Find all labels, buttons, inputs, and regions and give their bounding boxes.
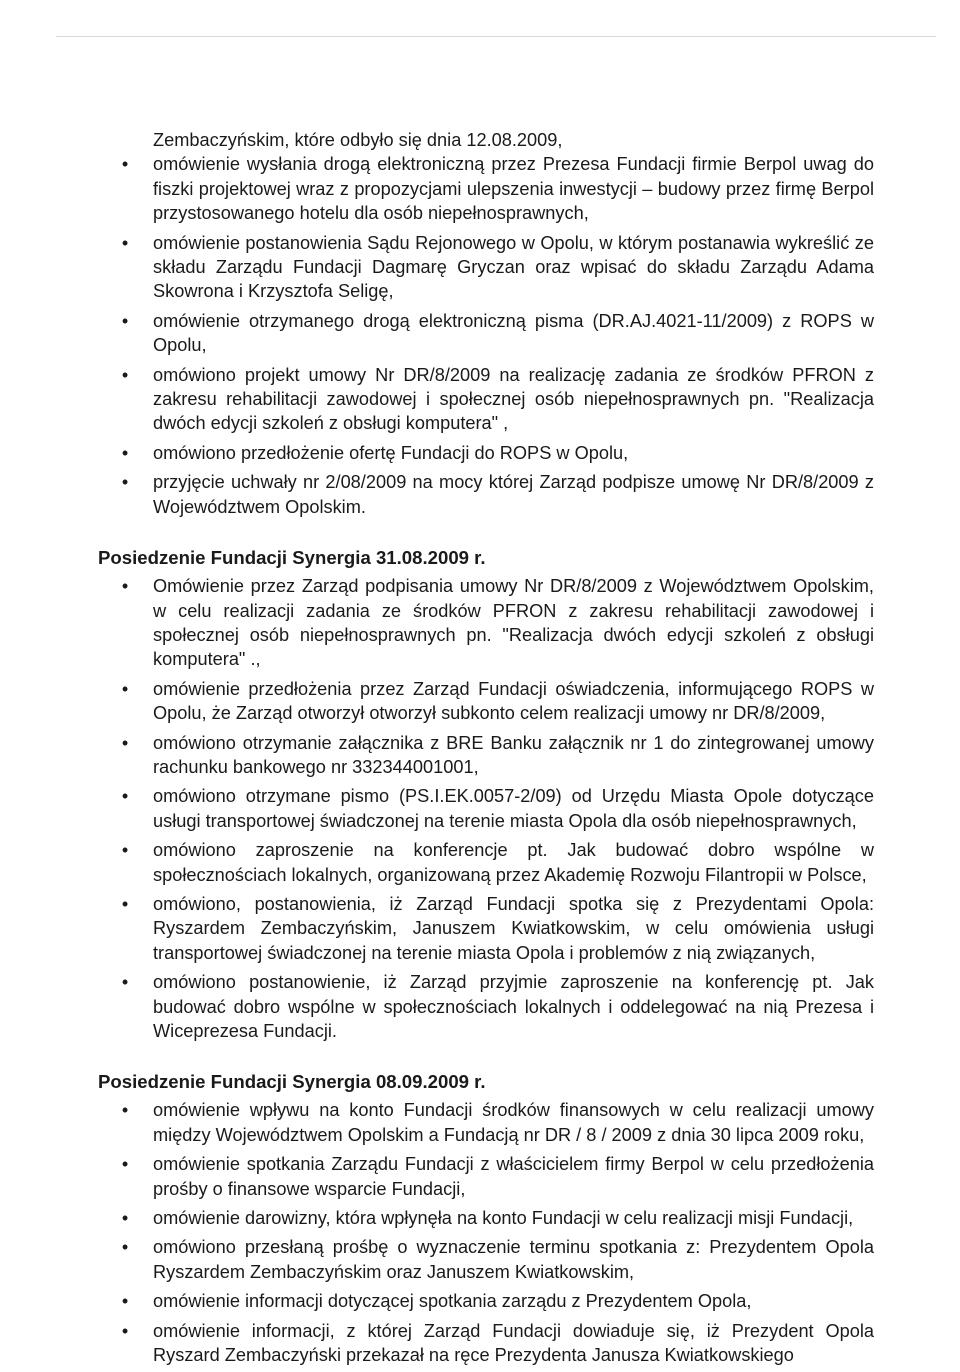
list-item (98, 441, 874, 465)
list-item (98, 1235, 874, 1284)
list-item-text: przyjęcie uchwały nr 2/08/2009 na mocy której Zarząd podpisze umowę Nr DR/8/2009 z Województwem Opolskim. (153, 472, 874, 517)
bullet-icon: • (121, 1320, 129, 1341)
list-item (98, 1098, 874, 1147)
bullet-icon: • (121, 893, 129, 914)
bullet-icon: • (121, 840, 129, 861)
list-item (98, 574, 874, 672)
list-item (98, 970, 874, 1043)
list-item (98, 309, 874, 358)
section-heading-08-09-2009: Posiedzenie Fundacji Synergia 08.09.2009 r. (98, 1071, 486, 1093)
list-item-text: omówiono, postanowienia, iż Zarząd Fundacji spotka się z Prezydentami Opola: Ryszardem Zembaczyńskim, Januszem Kwiatkowskim, w celu omówienia usługi transportowej świadczonej na terenie miasta Opola i problemów z nią związanych, (153, 893, 874, 963)
bullet-icon: • (121, 1154, 129, 1175)
list-item (98, 838, 874, 887)
list-item-text: omówienie otrzymanego drogą elektroniczną pisma (DR.AJ.4021-11/2009) z ROPS w Opolu, (153, 310, 874, 356)
bullet-icon: • (121, 442, 129, 463)
list-item-text: omówiono otrzymanie załącznika z BRE Banku załącznik nr 1 do zintegrowanej umowy rachunku bankowego nr 332344001001, (153, 732, 874, 777)
list-item (98, 363, 874, 436)
list-item (98, 731, 874, 780)
list-item-text: omówiono przesłaną prośbę o wyznaczenie terminu spotkania z: Prezydentem Opola Ryszardem Zembaczyńskim oraz Januszem Kwiatkowskim, (153, 1237, 874, 1282)
bullet-icon: • (121, 972, 129, 993)
meeting-items-list (98, 1098, 874, 1367)
list-item-text: omówiono zaproszenie na konferencje pt. Jak budować dobro wspólne w społecznościach lokalnych, organizowaną przez Akademię Rozwoju Filantropii w Polsce, (153, 840, 874, 885)
list-item-text: omówiono przedłożenie ofertę Fundacji do ROPS w Opolu, (153, 442, 629, 463)
list-item-text: omówienie informacji dotyczącej spotkania zarządu z Prezydentem Opola, (153, 1291, 752, 1312)
list-item-text: omówiono projekt umowy Nr DR/8/2009 na realizację zadania ze środków PFRON z zakresu rehabilitacji zawodowej i społecznej osób niepełnosprawnych pn. "Realizacja dwóch edycji szkoleń z obsługi komputera" , (153, 364, 874, 434)
bullet-icon: • (121, 232, 129, 253)
bullet-icon: • (121, 1100, 129, 1121)
list-item-text: omówiono otrzymane pismo (PS.I.EK.0057-2/09) od Urzędu Miasta Opole dotyczące usługi transportowej świadczonej na terenie miasta Opola dla osób niepełnosprawnych, (153, 786, 874, 831)
list-item (98, 892, 874, 965)
list-item-text: omówienie postanowienia Sądu Rejonowego w Opolu, w którym postanawia wykreślić ze składu Zarządu Fundacji Dagmarę Gryczan oraz wpisać do składu Zarządu Adama Skowrona i Krzysztofa Seligę, (153, 232, 874, 302)
list-item-text: omówienie przedłożenia przez Zarząd Fundacji oświadczenia, informującego ROPS w Opolu, że Zarząd otworzył otworzył subkonto celem realizacji umowy nr DR/8/2009, (153, 678, 874, 724)
list-item-text: omówienie spotkania Zarządu Fundacji z właścicielem firmy Berpol w celu przedłożenia prośby o finansowe wsparcie Fundacji, (153, 1154, 874, 1199)
list-item (98, 152, 874, 225)
list-item (98, 677, 874, 726)
list-item (98, 1206, 874, 1230)
list-item (98, 1152, 874, 1201)
intro-continuation: Zembaczyńskim, które odbyło się dnia 12.08.2009, (153, 130, 563, 150)
bullet-icon: • (121, 154, 129, 175)
section-heading-31-08-2009: Posiedzenie Fundacji Synergia 31.08.2009 r. (98, 547, 486, 569)
list-item (98, 231, 874, 304)
list-item (98, 470, 874, 519)
list-item (98, 1289, 874, 1313)
bullet-icon: • (121, 472, 129, 493)
bullet-icon: • (121, 310, 129, 331)
list-item (98, 784, 874, 833)
list-item-text: omówienie wysłania drogą elektroniczną przez Prezesa Fundacji firmie Berpol uwag do fiszki projektowej wraz z propozycjami ulepszenia inwestycji – budowy przez firmę Berpol przystosowanego hotelu dla osób niepełnosprawnych, (153, 154, 874, 224)
list-item-text: omówienie informacji, z której Zarząd Fundacji dowiaduje się, iż Prezydent Opola Ryszard Zembaczyński przekazał na ręce Prezydenta Janusza Kwiatkowskiego (153, 1320, 874, 1366)
list-item (98, 1319, 874, 1368)
bullet-icon: • (121, 364, 129, 385)
list-item-text: omówienie wpływu na konto Fundacji środków finansowych w celu realizacji umowy między Województwem Opolskim a Fundacją nr DR / 8 / 2009 z dnia 30 lipca 2009 roku, (153, 1100, 874, 1145)
list-item-text: omówiono postanowienie, iż Zarząd przyjmie zaproszenie na konferencję pt. Jak budować dobro wspólne w społecznościach lokalnych i oddelegować na nią Prezesa i Wiceprezesa Fundacji. (153, 972, 874, 1041)
list-item-text: Omówienie przez Zarząd podpisania umowy Nr DR/8/2009 z Województwem Opolskim, w celu realizacji zadania ze środków PFRON z zakresu rehabilitacji zawodowej i społecznej osób niepełnosprawnych pn. "Realizacja dwóch edycji szkoleń z obsługi komputera" ., (153, 576, 874, 670)
meeting-items-list (98, 574, 874, 1043)
bullet-icon: • (121, 576, 129, 597)
bullet-icon: • (121, 1291, 129, 1312)
list-item-text: omówienie darowizny, która wpłynęła na konto Fundacji w celu realizacji misji Fundacji, (153, 1208, 854, 1229)
bullet-icon: • (121, 732, 129, 753)
bullet-icon: • (121, 1237, 129, 1258)
bullet-icon: • (121, 1208, 129, 1229)
document-page (98, 128, 874, 1372)
meeting-items-list (98, 152, 874, 519)
scan-artifact-line (56, 36, 936, 37)
bullet-icon: • (121, 786, 129, 807)
bullet-icon: • (121, 678, 129, 699)
